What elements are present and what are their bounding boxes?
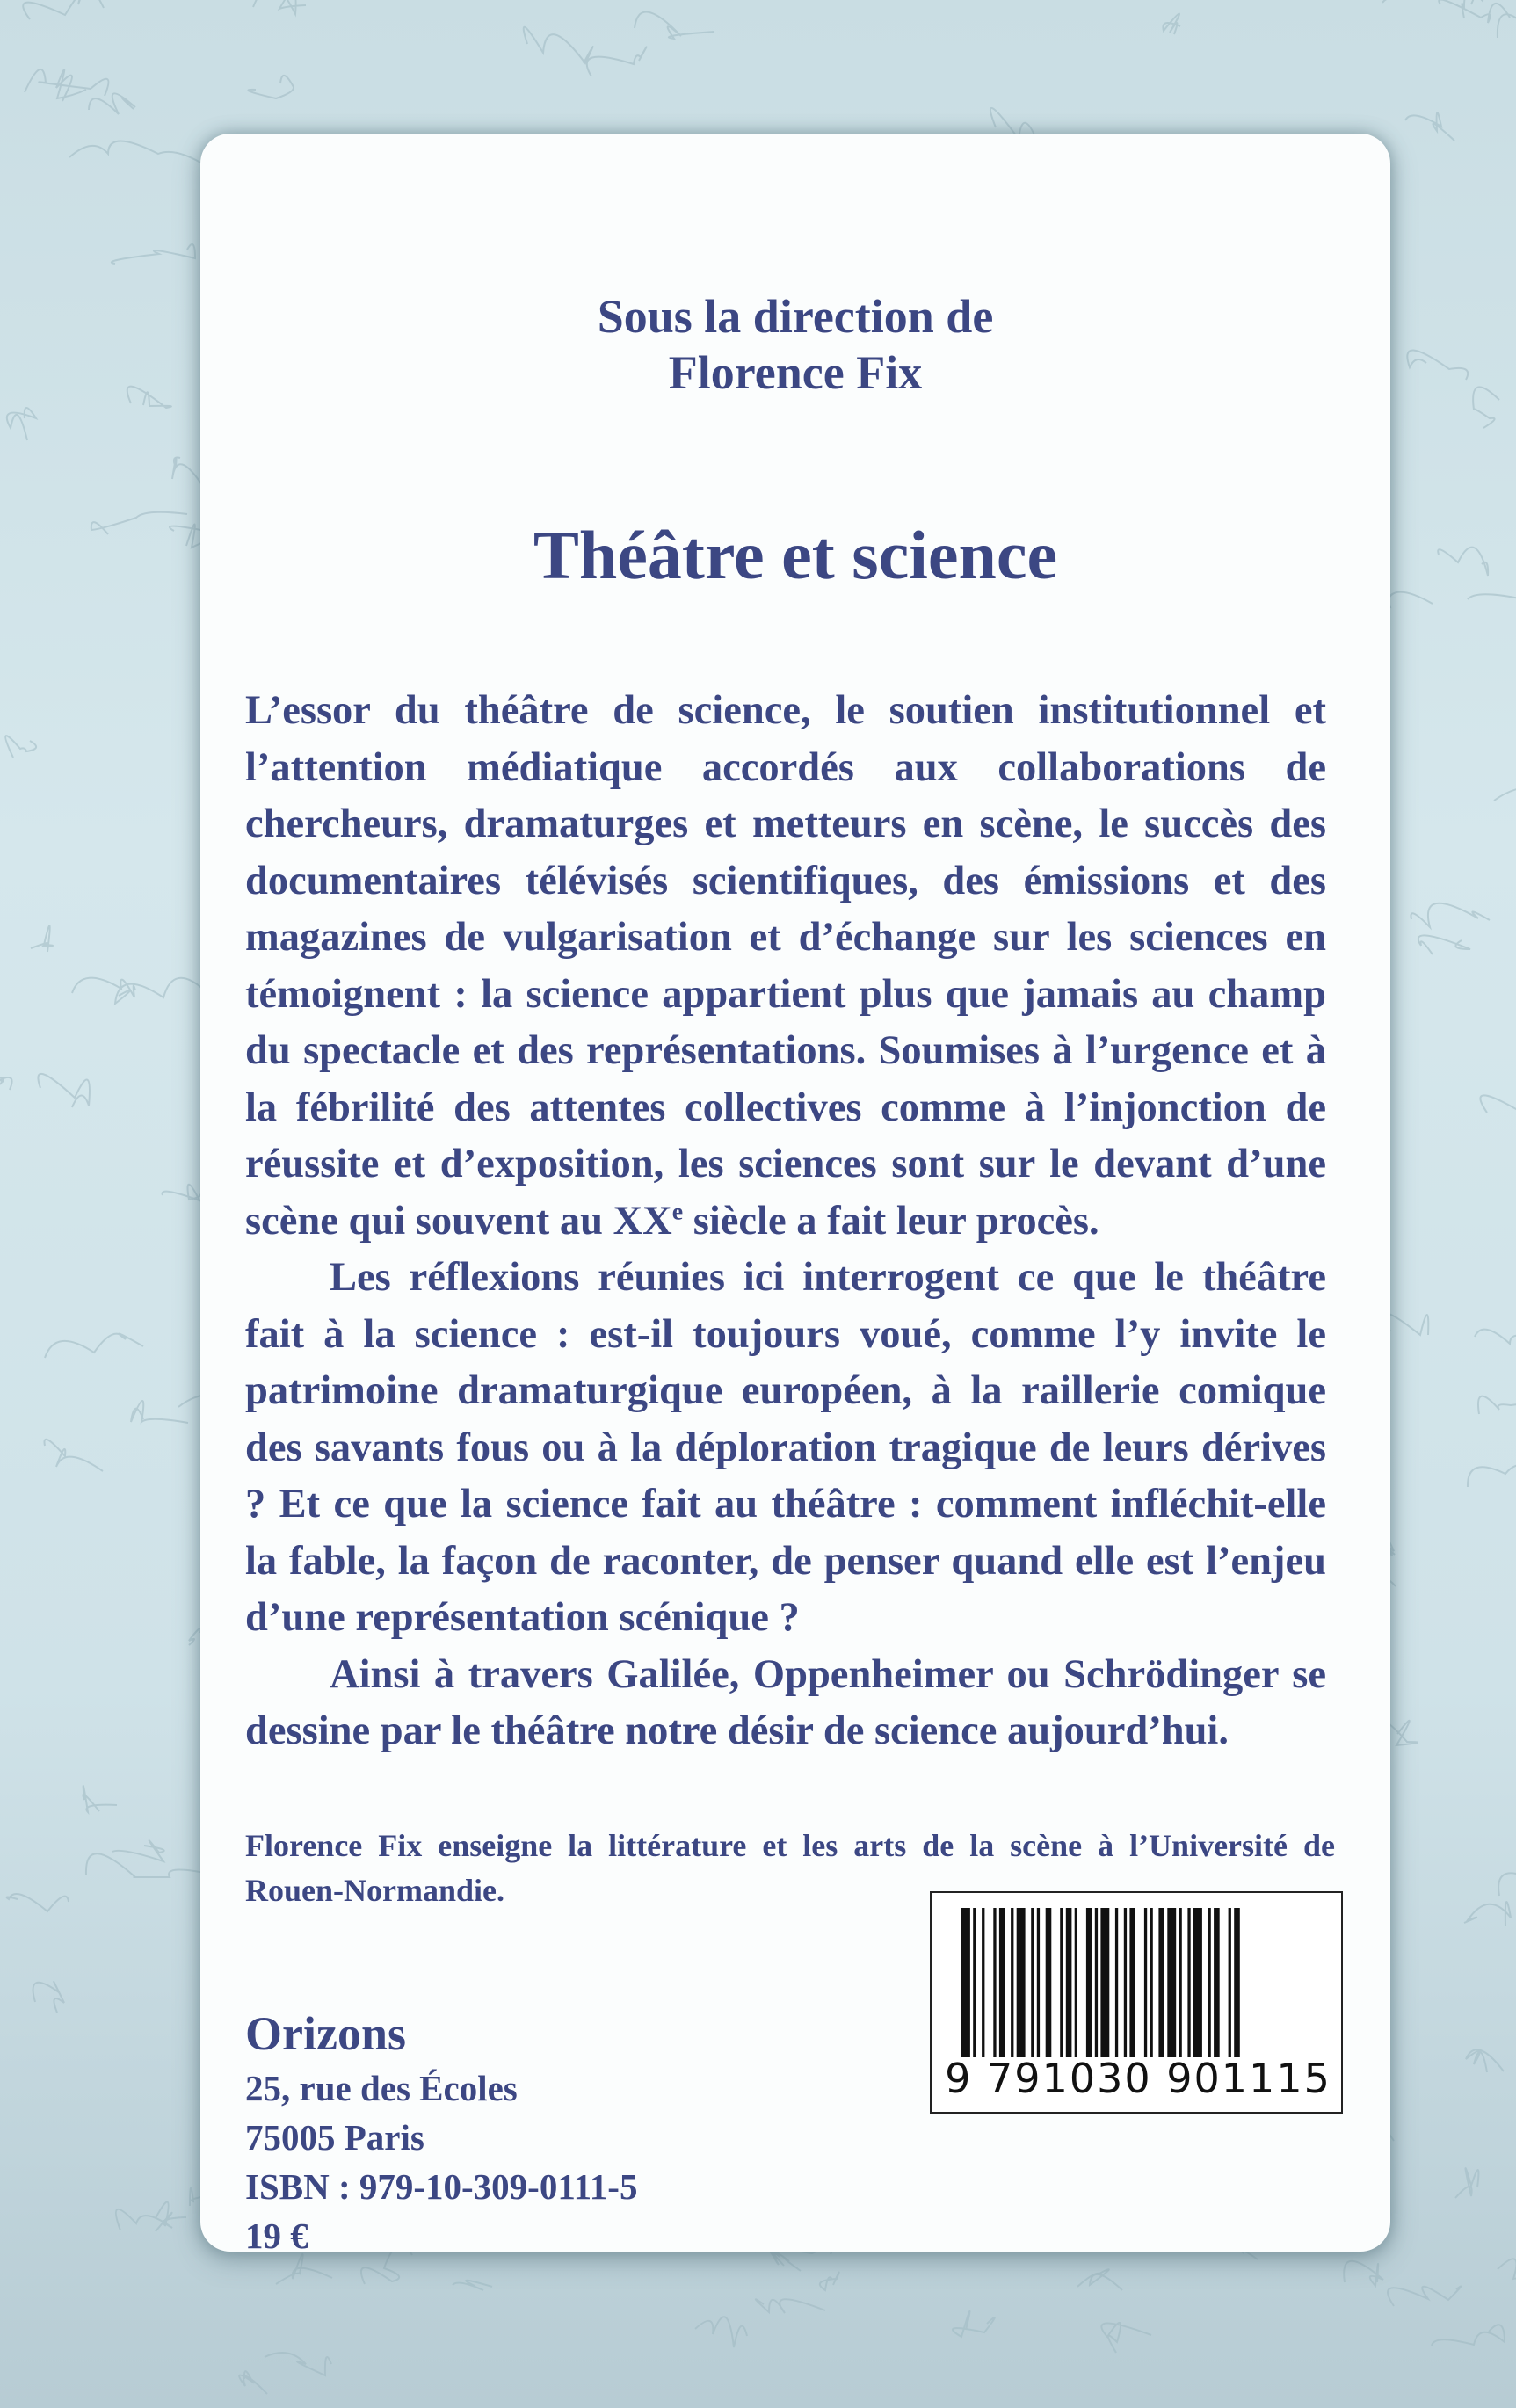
texture-stroke bbox=[1077, 2269, 1122, 2290]
texture-stroke bbox=[1464, 1902, 1511, 1926]
texture-stroke bbox=[1438, 548, 1488, 576]
texture-stroke bbox=[253, 0, 306, 14]
barcode-bar bbox=[1150, 1908, 1153, 2057]
barcode-number: 9 791030 901115 bbox=[945, 2055, 1331, 2102]
century-superscript: e bbox=[671, 1198, 684, 1225]
barcode-bar bbox=[1144, 1908, 1147, 2057]
texture-stroke bbox=[38, 1074, 90, 1107]
editor-name: Florence Fix bbox=[668, 346, 923, 399]
texture-stroke bbox=[83, 1786, 117, 1812]
barcode-bar bbox=[1124, 1908, 1127, 2057]
texture-stroke bbox=[1405, 112, 1454, 141]
isbn: ISBN : 979-10-309-0111-5 bbox=[245, 2166, 638, 2207]
texture-stroke bbox=[31, 925, 53, 952]
barcode-bar bbox=[1129, 1908, 1135, 2057]
barcode-bar bbox=[982, 1908, 984, 2057]
texture-stroke bbox=[265, 2353, 331, 2375]
texture-stroke bbox=[1498, 1866, 1516, 1896]
book-title: Théâtre et science bbox=[533, 517, 1058, 593]
blurb bbox=[245, 683, 1326, 1760]
blurb-paragraph-3: Ainsi à travers Galilée, Oppenheimer ou Schrödinger se dessine par le théâtre notre désir de science aujourd’hui. bbox=[245, 1651, 1326, 1753]
barcode-bar bbox=[1037, 1908, 1040, 2057]
barcode-bar bbox=[1046, 1908, 1052, 2057]
texture-stroke bbox=[7, 1894, 69, 1911]
publisher-address: 25, rue des Écoles bbox=[245, 2068, 518, 2108]
texture-stroke bbox=[44, 1440, 103, 1471]
texture-stroke bbox=[1480, 1095, 1516, 1120]
texture-stroke bbox=[1382, 0, 1440, 3]
texture-stroke bbox=[69, 141, 207, 167]
texture-stroke bbox=[820, 2272, 839, 2290]
texture-stroke bbox=[248, 76, 294, 98]
barcode-bar bbox=[1214, 1908, 1220, 2057]
blurb-p1-end: siècle a fait leur procès. bbox=[683, 1198, 1099, 1244]
barcode-bar bbox=[961, 1908, 970, 2057]
barcode-bar bbox=[1208, 1908, 1211, 2057]
barcode-bar bbox=[1060, 1908, 1063, 2057]
texture-stroke bbox=[163, 1185, 200, 1200]
texture-stroke bbox=[1418, 935, 1470, 954]
texture-stroke bbox=[1101, 2323, 1151, 2353]
author-bio: Florence Fix enseigne la littérature et les arts de la scène à l’Université de Rouen-Normandie. bbox=[245, 1828, 1335, 1908]
texture-stroke bbox=[1432, 2325, 1505, 2346]
texture-stroke bbox=[1455, 2168, 1478, 2198]
editor-credit bbox=[200, 288, 1390, 401]
barcode-bar bbox=[1075, 1908, 1077, 2057]
barcode-bar bbox=[1066, 1908, 1072, 2057]
texture-stroke bbox=[239, 2371, 267, 2394]
texture-stroke bbox=[89, 93, 135, 114]
texture-stroke bbox=[695, 2317, 747, 2347]
texture-stroke bbox=[116, 2209, 186, 2230]
barcode-bar bbox=[1011, 1908, 1013, 2057]
barcode-bar bbox=[1017, 1908, 1026, 2057]
blurb-paragraph-1 bbox=[245, 683, 1326, 1250]
texture-stroke bbox=[453, 2281, 492, 2290]
barcode-bar bbox=[1179, 1908, 1182, 2057]
texture-stroke bbox=[23, 0, 104, 19]
texture-stroke bbox=[953, 2311, 995, 2337]
texture-stroke bbox=[1388, 2286, 1461, 2306]
back-cover-panel bbox=[200, 134, 1390, 2256]
texture-stroke bbox=[756, 2299, 825, 2313]
barcode-bar bbox=[1234, 1908, 1240, 2057]
blurb-paragraph-2: Les réflexions réunies ici interrogent ce que le théâtre fait à la science : est-il toujours voué, comme l’y invite le patrimoine dramaturgique européen, à la raillerie comique des savants fous ou à la déploration tragique de leurs dérives ? Et ce que la science fait au théâtre : comment infléchit-elle la fable, la façon de raconter, de penser quand elle est l’enjeu d’une représentation scénique ? bbox=[245, 1255, 1326, 1640]
texture-stroke bbox=[127, 387, 171, 408]
texture-stroke bbox=[635, 12, 714, 39]
texture-stroke bbox=[1494, 776, 1516, 801]
barcode-bar bbox=[1115, 1908, 1118, 2057]
century-numeral: XX bbox=[613, 1198, 672, 1244]
texture-stroke bbox=[7, 408, 36, 440]
barcode-bar bbox=[1031, 1908, 1034, 2057]
texture-stroke bbox=[33, 1982, 64, 2013]
publisher-info bbox=[245, 2004, 737, 2260]
direction-label: Sous la direction de bbox=[597, 290, 994, 343]
texture-stroke bbox=[131, 1401, 188, 1423]
barcode-bar bbox=[1187, 1908, 1190, 2057]
texture-stroke bbox=[1473, 387, 1499, 428]
publisher-name: Orizons bbox=[245, 2007, 406, 2060]
texture-stroke bbox=[45, 1334, 143, 1358]
texture-stroke bbox=[1475, 1330, 1516, 1363]
texture-stroke bbox=[1411, 903, 1490, 927]
barcode-bar bbox=[1167, 1908, 1176, 2057]
texture-stroke bbox=[524, 27, 593, 63]
texture-stroke bbox=[5, 736, 36, 758]
texture-stroke bbox=[1498, 11, 1516, 40]
barcode-bars bbox=[961, 1908, 1315, 2057]
texture-stroke bbox=[1344, 2261, 1383, 2286]
texture-stroke bbox=[587, 47, 647, 76]
texture-stroke bbox=[112, 1840, 164, 1861]
texture-stroke bbox=[1466, 2049, 1504, 2072]
texture-stroke bbox=[1163, 13, 1180, 34]
texture-stroke bbox=[172, 457, 204, 488]
barcode bbox=[930, 1891, 1343, 2114]
texture-stroke bbox=[112, 244, 195, 264]
barcode-bar bbox=[999, 1908, 1005, 2057]
publisher-city: 75005 Paris bbox=[245, 2117, 424, 2158]
barcode-bar bbox=[1086, 1908, 1092, 2057]
barcode-bar bbox=[993, 1908, 996, 2057]
texture-stroke bbox=[0, 1074, 4, 1092]
texture-stroke bbox=[1468, 584, 1516, 600]
texture-stroke bbox=[1498, 2259, 1516, 2288]
barcode-bar bbox=[973, 1908, 976, 2057]
barcode-bar bbox=[1158, 1908, 1164, 2057]
price: 19 € bbox=[245, 2216, 308, 2256]
barcode-bar bbox=[1095, 1908, 1098, 2057]
texture-stroke bbox=[1468, 1465, 1516, 1487]
barcode-bar bbox=[1193, 1908, 1202, 2057]
barcode-bar bbox=[1100, 1908, 1109, 2057]
blurb-p1-text: L’essor du théâtre de science, le soutien institutionnel et l’attention médiatique accordés aux collaborations de chercheurs, dramaturges et metteurs en scène, le succès des documentaires télévisés scientifiques, des émissions et des magazines de vulgarisation et d’échange sur les sciences en témoignent : la science appartient plus que jamais au champ du spectacle et des représentations. Soumises à l’urgence et à la fébrilité des attentes collectives comme à l’injonction de réussite et d’exposition, les sciences sont sur le devant d’une scène qui souvent au bbox=[245, 688, 1326, 1244]
texture-stroke bbox=[1478, 1393, 1516, 1414]
texture-stroke bbox=[1407, 350, 1468, 380]
texture-stroke bbox=[115, 978, 205, 1004]
barcode-bar bbox=[1229, 1908, 1231, 2057]
